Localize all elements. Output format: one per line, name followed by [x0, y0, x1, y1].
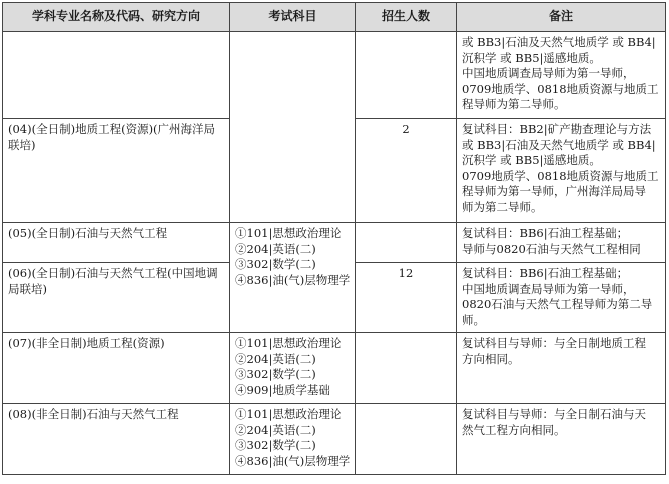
remark-line: 程导师为第一导师，广州海洋局局导: [462, 184, 646, 198]
subject-line: ③302|数学(二): [235, 438, 316, 452]
remark-cell: [457, 404, 666, 475]
subject-line: ②204|英语(二): [235, 422, 316, 437]
table-row: [3, 333, 666, 404]
subject-line: ③302|数学(二): [235, 257, 316, 271]
remark-line: 或 BB3|石油及天然气地质学 或 BB4|: [462, 35, 656, 49]
count-cell: 12: [356, 263, 457, 333]
major-text: (04)(全日制)地质工程(资源)(广州海洋局联培): [8, 122, 216, 152]
remark-line: 导师与0820石油与天然气工程相同: [462, 241, 641, 256]
remark-line: 师为第二导师。: [462, 199, 543, 214]
remark-cell: [457, 223, 666, 263]
count-cell: [356, 32, 457, 119]
subjects-cell: [230, 32, 356, 223]
subjects-cell: [230, 223, 356, 333]
subjects-cell: [230, 404, 356, 475]
count-cell: [356, 404, 457, 475]
major-cell: [3, 263, 230, 333]
remark-line: 0709地质学、0818地质资源与地质工: [462, 81, 659, 96]
remark-line: 中国地质调查局导师为第一导师，: [462, 66, 635, 80]
remark-cell: [457, 263, 666, 333]
admissions-table: [2, 2, 666, 475]
remark-line: 复试科目：BB6|石油工程基础；: [462, 226, 629, 240]
table-header-row: [3, 3, 666, 32]
remark-line: 0709地质学、0818地质资源与地质工: [462, 168, 659, 183]
header-major: 学科专业名称及代码、研究方向: [3, 3, 230, 32]
remark-line: 沉积学 或 BB5|遥感地质。: [462, 153, 601, 167]
subject-line: ②204|英语(二): [235, 241, 316, 256]
subject-line: ①101|思想政治理论: [235, 226, 342, 240]
remark-cell: [457, 32, 666, 119]
count-cell: [356, 223, 457, 263]
subject-line: ①101|思想政治理论: [235, 407, 342, 421]
subject-line: ②204|英语(二): [235, 351, 316, 366]
table-row: [3, 223, 666, 263]
major-cell: [3, 32, 230, 119]
remark-line: 复试科目：BB2|矿产勘查理论与方法: [462, 122, 652, 136]
subject-line: ④836|油(气)层物理学: [235, 272, 351, 287]
remark-line: 然气工程方向相同。: [462, 422, 566, 437]
table-row: [3, 32, 666, 119]
remark-line: 复试科目与导师：与全日制地质工程: [462, 336, 646, 350]
subject-line: ③302|数学(二): [235, 367, 316, 381]
subjects-cell: [230, 333, 356, 404]
major-cell: (05)(全日制)石油与天然气工程: [3, 223, 230, 263]
count-cell: [356, 333, 457, 404]
subject-line: ④909|地质学基础: [235, 382, 330, 397]
remark-line: 复试科目与导师：与全日制石油与天: [462, 407, 646, 421]
remark-line: 方向相同。: [462, 351, 520, 366]
remark-cell: [457, 333, 666, 404]
remark-line: 复试科目：BB6|石油工程基础；: [462, 266, 629, 280]
major-text: (06)(全日制)石油与天然气工程(中国地调局联培): [8, 266, 218, 296]
remark-line: 0820石油与天然气工程导师为第二导: [462, 297, 653, 311]
remark-line: 沉积学 或 BB5|遥感地质。: [462, 50, 601, 65]
header-count: 招生人数: [356, 3, 457, 32]
subject-line: ①101|思想政治理论: [235, 336, 342, 350]
header-subjects: 考试科目: [230, 3, 356, 32]
major-cell: (07)(非全日制)地质工程(资源): [3, 333, 230, 404]
count-cell: 2: [356, 119, 457, 223]
subject-line: ④836|油(气)层物理学: [235, 453, 351, 468]
major-cell: (08)(非全日制)石油与天然气工程: [3, 404, 230, 475]
remark-cell: [457, 119, 666, 223]
remark-line: 或 BB3|石油及天然气地质学 或 BB4|: [462, 137, 656, 152]
remark-line: 师。: [462, 312, 485, 327]
table-row: [3, 404, 666, 475]
major-cell: [3, 119, 230, 223]
header-remark: 备注: [457, 3, 666, 32]
remark-line: 程导师为第二导师。: [462, 97, 566, 111]
remark-line: 中国地质调查局导师为第一导师，: [462, 281, 635, 296]
